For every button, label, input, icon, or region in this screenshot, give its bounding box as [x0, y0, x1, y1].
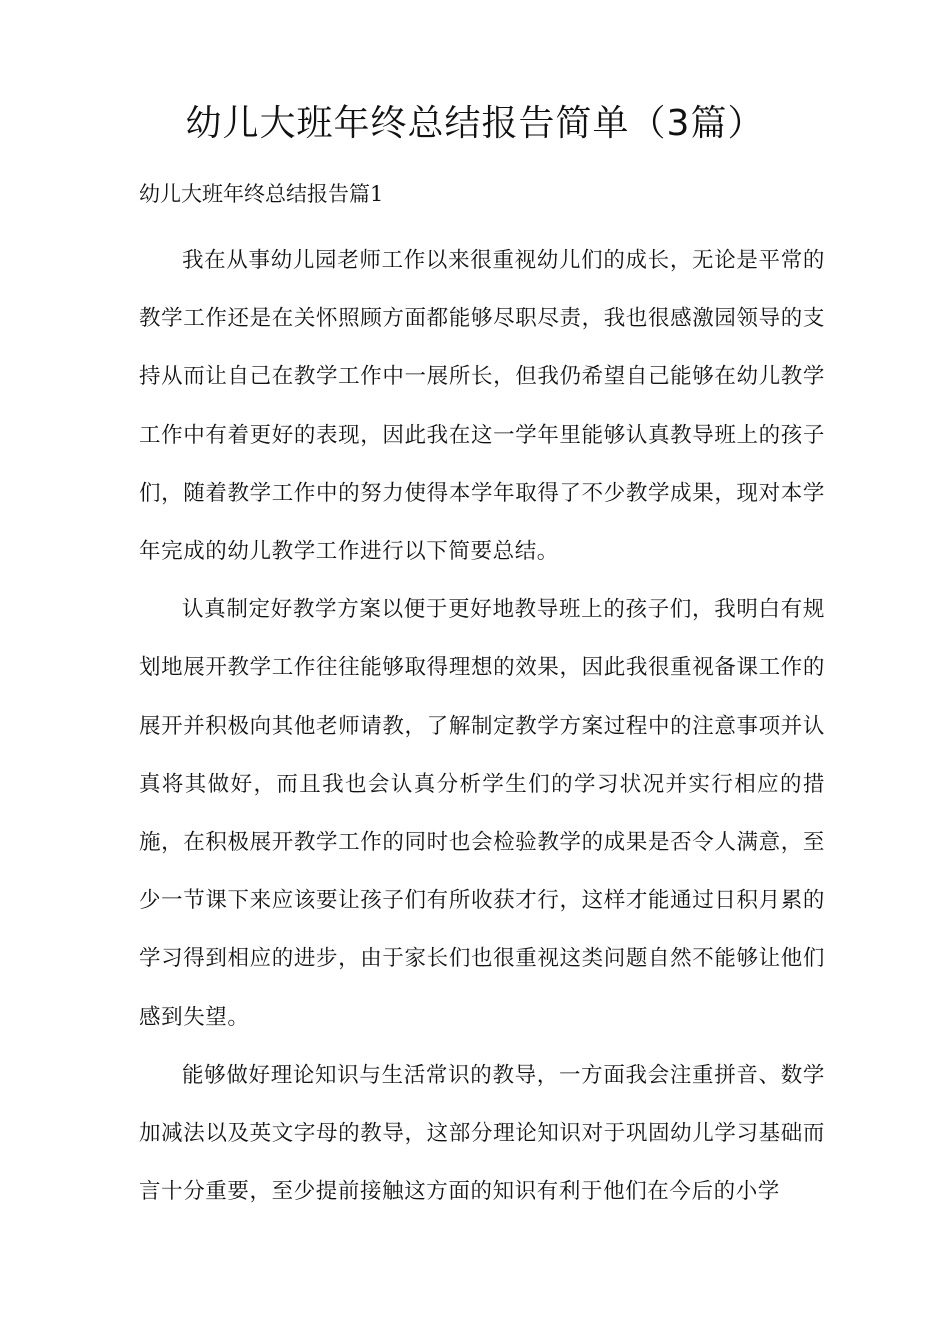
section-heading: 幼儿大班年终总结报告篇1	[139, 182, 384, 206]
document-body	[139, 232, 825, 1221]
document-title: 幼儿大班年终总结报告简单（3篇）	[185, 103, 765, 144]
body-paragraph: 我在从事幼儿园老师工作以来很重视幼儿们的成长，无论是平常的教学工作还是在关怀照顾方面都能够尽职尽责，我也很感激园领导的支持从而让自己在教学工作中一展所长，但我仍希望自己能够在幼儿教学工作中有着更好的表现，因此我在这一学年里能够认真教导班上的孩子们，随着教学工作中的努力使得本学年取得了不少教学成果，现对本学年完成的幼儿教学工作进行以下简要总结。	[139, 248, 825, 565]
body-paragraph: 认真制定好教学方案以便于更好地教导班上的孩子们，我明白有规划地展开教学工作往往能够取得理想的效果，因此我很重视备课工作的展开并积极向其他老师请教，了解制定教学方案过程中的注意事项并认真将其做好，而且我也会认真分析学生们的学习状况并实行相应的措施，在积极展开教学工作的同时也会检验教学的成果是否令人满意，至少一节课下来应该要让孩子们有所收获才行，这样才能通过日积月累的学习得到相应的进步，由于家长们也很重视这类问题自然不能够让他们感到失望。	[139, 597, 825, 1030]
body-paragraph: 能够做好理论知识与生活常识的教导，一方面我会注重拼音、数学加减法以及英文字母的教导，这部分理论知识对于巩固幼儿学习基础而言十分重要，至少提前接触这方面的知识有利于他们在今后的小学	[139, 1062, 825, 1205]
